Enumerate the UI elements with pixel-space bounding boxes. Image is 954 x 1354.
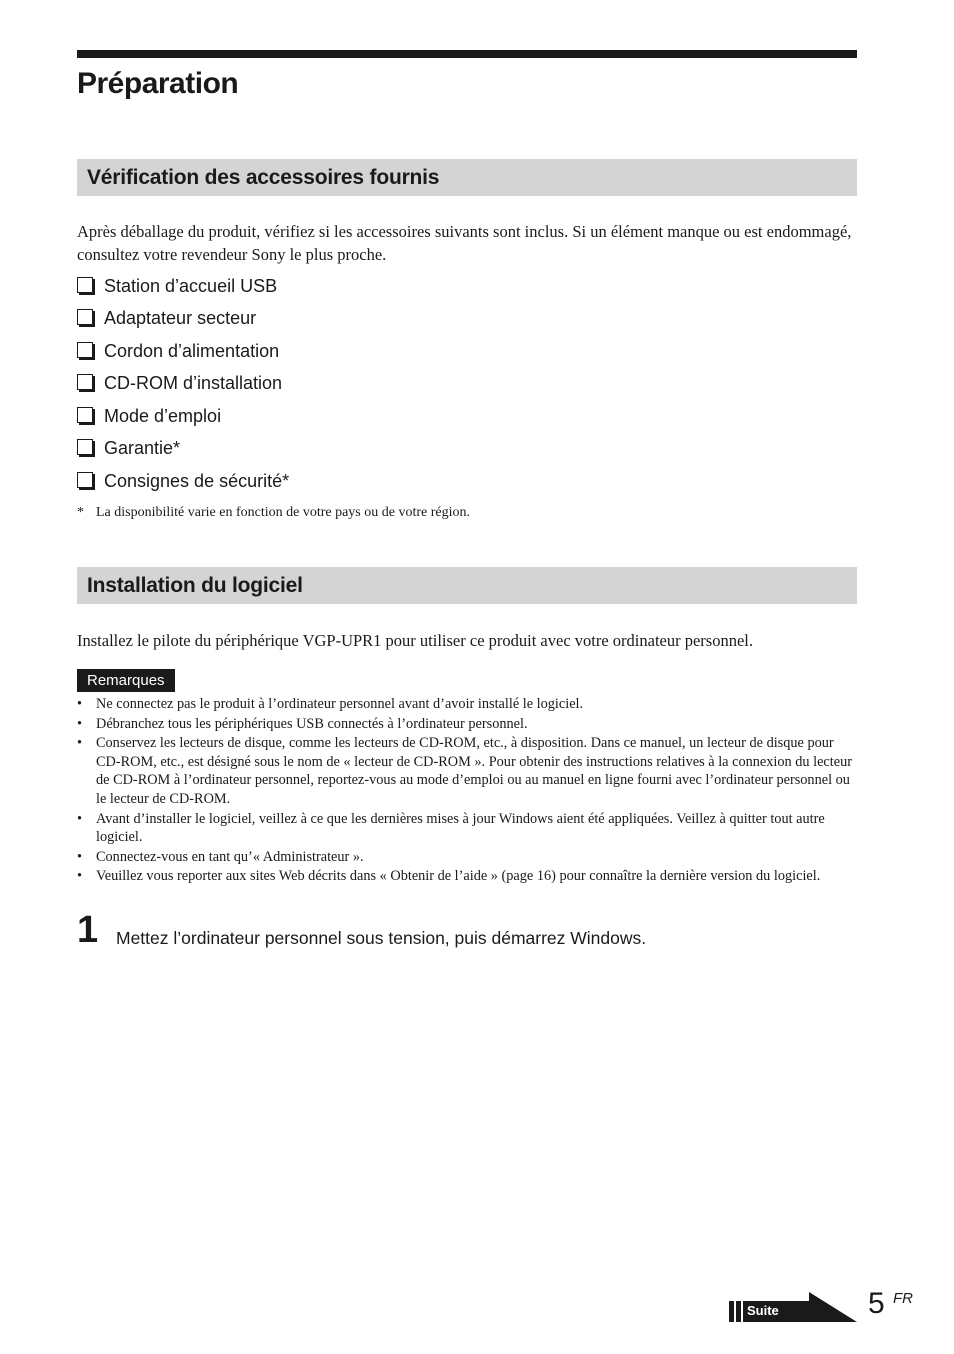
checkbox-icon bbox=[77, 472, 93, 488]
notes-list bbox=[77, 695, 859, 887]
checklist-item-label: Station d’accueil USB bbox=[104, 275, 278, 296]
notes-label: Remarques bbox=[77, 669, 175, 692]
checkbox-icon bbox=[77, 407, 93, 423]
page-title: Préparation bbox=[77, 67, 239, 100]
checklist-item-label: Garantie* bbox=[104, 438, 181, 459]
checklist-item bbox=[77, 433, 289, 466]
checklist-item-label: Consignes de sécurité* bbox=[104, 470, 290, 491]
install-intro: Installez le pilote du périphérique VGP-UPR1 pour utiliser ce produit avec votre ordinateur personnel. bbox=[77, 631, 754, 650]
checklist-item-label: Cordon d’alimentation bbox=[104, 340, 280, 361]
note-item: • Ne connectez pas le produit à l’ordinateur personnel avant d’avoir installé le logiciel. bbox=[77, 695, 859, 714]
step-text: Mettez l’ordinateur personnel sous tension, puis démarrez Windows. bbox=[116, 928, 647, 948]
checklist-item bbox=[77, 465, 289, 498]
note-item: • Conservez les lecteurs de disque, comme les lecteurs de CD-ROM, etc., à disposition. Dans ce manuel, un lecteur de disque pour CD-ROM, etc., est désigné sous le nom de « lecteur de CD-ROM ». Pour obtenir des instructions relatives à la connexion du lecteur de CD-ROM à l’ordinateur personnel, reportez-vous au mode d’emploi ou au manuel en ligne fourni avec l’ordinateur personnel ou le lecteur de CD-ROM. bbox=[77, 734, 859, 808]
note-item: • Veuillez vous reporter aux sites Web décrits dans « Obtenir de l’aide » (page 16) pour connaître la dernière version du logiciel. bbox=[77, 867, 859, 886]
footnote-mark: * bbox=[77, 505, 84, 520]
checkbox-icon bbox=[77, 309, 93, 325]
install-section-heading: Installation du logiciel bbox=[77, 567, 857, 604]
checklist-item-label: Adaptateur secteur bbox=[104, 308, 257, 329]
checklist-item-label: Mode d’emploi bbox=[104, 405, 222, 426]
checkbox-icon bbox=[77, 342, 93, 358]
note-item: • Avant d’installer le logiciel, veillez à ce que les dernières mises à jour Windows aient été appliquées. Veillez à quitter tout autre logiciel. bbox=[77, 810, 859, 847]
accessories-checklist bbox=[77, 270, 289, 498]
accessories-section-heading: Vérification des accessoires fournis bbox=[77, 159, 857, 196]
checklist-item bbox=[77, 400, 289, 433]
checkbox-icon bbox=[77, 277, 93, 293]
availability-footnote bbox=[77, 504, 470, 522]
step-number: 1 bbox=[77, 909, 99, 951]
note-item: • Débranchez tous les périphériques USB connectés à l’ordinateur personnel. bbox=[77, 715, 859, 734]
checklist-item bbox=[77, 303, 289, 336]
page-number: 5 bbox=[868, 1287, 885, 1320]
note-item: • Connectez-vous en tant qu’« Administrateur ». bbox=[77, 848, 859, 867]
checkbox-icon bbox=[77, 439, 93, 455]
checklist-item bbox=[77, 335, 289, 368]
title-rule bbox=[77, 50, 857, 58]
continue-label: Suite bbox=[747, 1303, 779, 1318]
accessories-intro: Après déballage du produit, vérifiez si les accessoires suivants sont inclus. Si un élément manque ou est endommagé, consultez votre revendeur Sony le plus proche. bbox=[77, 222, 852, 264]
footnote-text: La disponibilité varie en fonction de votre pays ou de votre région. bbox=[96, 505, 471, 520]
checklist-item bbox=[77, 368, 289, 401]
checkbox-icon bbox=[77, 374, 93, 390]
checklist-item-label: CD-ROM d’installation bbox=[104, 373, 283, 394]
checklist-item bbox=[77, 270, 289, 303]
language-code: FR bbox=[893, 1290, 913, 1307]
